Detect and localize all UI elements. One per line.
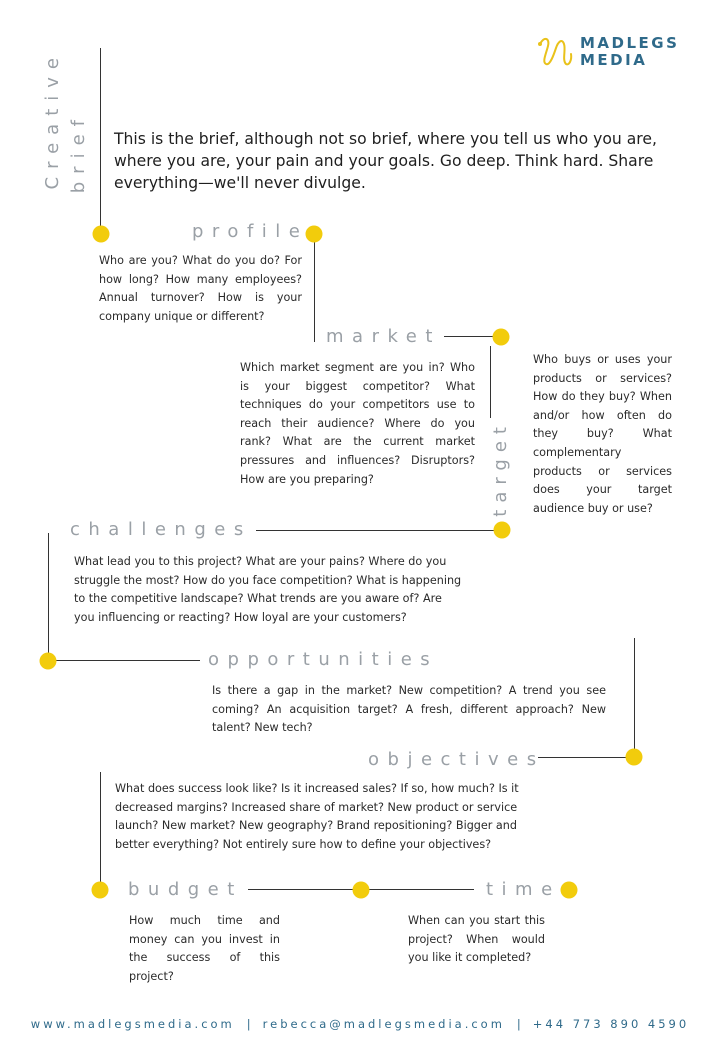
connector-line [100,772,101,890]
connector-line [538,757,634,758]
heading-target: target [490,420,511,517]
footer-separator: | [516,1017,521,1031]
time-text: When can you start this project? When would you like it completed? [408,914,545,965]
connector-line [48,533,49,661]
connector-line [100,48,101,234]
side-title-creative: Creative [42,50,63,190]
opportunities-text: Is there a gap in the market? New competition? A trend you see coming? An acquisition target? A fresh, different approach? New talent? New tech? [212,684,606,735]
target-text: Who buys or uses your products or services? How do they buy? When and/or how often do they buy? What complementary products or services does your target audience buy or use? [533,353,672,515]
heading-opportunities: opportunities [208,649,439,670]
profile-text: Who are you? What do you do? For how long? How many employees? Annual turnover? How is your company unique or different? [99,254,302,323]
timeline-dot [626,749,643,766]
market-text: Which market segment are you in? Who is your biggest competitor? What techniques do your competitors use to reach their audience? Where do you rank? What are the current market pressures and influences? Disruptors? How are you preparing? [240,361,475,486]
footer-separator: | [246,1017,251,1031]
timeline-dot [561,882,578,899]
connector-line [361,889,474,890]
challenges-text: What lead you to this project? What are your pains? Where do you struggle the most? How do you face competition? What is happening to the competitive landscape? What trends are you aware of? Are you influencing or reacting? How loyal are your customers? [74,555,462,624]
connector-line [256,530,502,531]
timeline-dot [493,329,510,346]
budget-text: How much time and money can you invest in the success of this project? [129,914,280,983]
connector-line [248,889,361,890]
footer-website[interactable]: www.madlegsmedia.com [30,1017,235,1031]
timeline-dot [494,522,511,539]
connector-line [634,638,635,758]
heading-challenges: challenges [70,519,252,540]
legs-logo-icon [536,34,574,68]
footer-contact [0,1017,720,1031]
heading-time: time [486,879,561,900]
intro-paragraph: This is the brief, although not so brief, where you tell us who you are, where you are, your pain and your goals. Go deep. Think hard. Share everything—we'll never divulge. [114,130,657,192]
heading-market: market [326,326,441,347]
connector-line [314,234,315,342]
timeline-dot [93,226,110,243]
connector-line [490,346,491,418]
heading-objectives: objectives [368,749,545,770]
footer-email[interactable]: rebecca@madlegsmedia.com [262,1017,505,1031]
connector-line [48,660,200,661]
logo-wordmark-line1: MADLEGS [580,34,680,52]
footer-phone[interactable]: +44 773 890 4590 [532,1017,690,1031]
objectives-text: What does success look like? Is it increased sales? If so, how much? Is it decreased margins? Increased share of market? New product or service launch? New market? New geography? Brand repositioning? Bigger and better everything? Not entirely sure how to define your objectives? [115,782,519,851]
timeline-dot [40,653,57,670]
timeline-dot [353,882,370,899]
heading-profile: profile [192,221,309,242]
timeline-dot [92,882,109,899]
heading-budget: budget [128,879,243,900]
logo-wordmark-line2: MEDIA [580,51,648,69]
side-title-brief: brief [68,112,89,194]
